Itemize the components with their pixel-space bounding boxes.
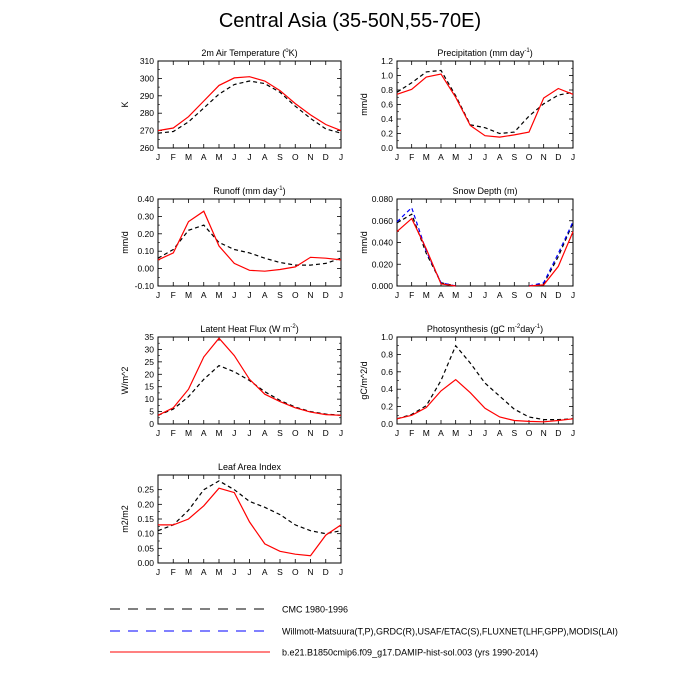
x-tick-label: J [338, 290, 344, 300]
x-tick-label: J [570, 428, 576, 438]
x-tick-label: J [247, 567, 252, 577]
x-tick-label: N [307, 428, 314, 438]
x-tick-label: M [215, 567, 223, 577]
y-tick-label: 20 [144, 369, 154, 380]
y-tick-label: 10 [144, 394, 154, 405]
x-tick-label: J [232, 290, 237, 300]
y-tick-label: 300 [139, 73, 154, 84]
chart-panel-1 [120, 48, 343, 162]
x-tick-label: F [170, 290, 176, 300]
x-tick-label: D [322, 428, 329, 438]
x-tick-label: A [261, 428, 268, 438]
x-tick-label: O [291, 290, 299, 300]
y-tick-label: 1.0 [381, 70, 393, 81]
x-tick-label: S [277, 567, 283, 577]
x-tick-label: D [322, 290, 329, 300]
x-tick-label: N [540, 152, 547, 162]
x-tick-label: F [170, 428, 176, 438]
x-tick-label: D [555, 290, 562, 300]
y-tick-label: 0.05 [137, 543, 154, 554]
x-tick-label: S [277, 428, 283, 438]
y-tick-label: -0.10 [134, 281, 154, 291]
y-tick-label: 0.20 [137, 228, 154, 239]
y-tick-label: 0.10 [137, 246, 154, 257]
x-tick-label: A [261, 567, 268, 577]
x-tick-label: A [496, 152, 503, 162]
x-tick-label: D [555, 152, 562, 162]
x-tick-label: J [570, 152, 576, 162]
x-tick-label: O [291, 567, 299, 577]
series-line-model-1 [397, 380, 573, 422]
y-axis-label: W/m^2 [120, 366, 130, 395]
x-tick-label: M [184, 428, 193, 438]
x-tick-label: O [291, 152, 299, 162]
x-tick-label: O [291, 428, 299, 438]
y-tick-label: 0.000 [371, 281, 393, 291]
x-tick-label: J [394, 290, 400, 300]
x-tick-label: A [261, 290, 268, 300]
y-tick-label: 310 [139, 56, 154, 66]
x-tick-label: J [247, 428, 252, 438]
x-tick-label: J [155, 428, 161, 438]
series-line-obs-1 [158, 481, 341, 534]
y-tick-label: 1.2 [381, 56, 393, 66]
y-tick-label: 0.080 [371, 194, 393, 204]
y-tick-label: 0 [149, 419, 154, 429]
y-tick-label: 5 [149, 406, 154, 417]
x-tick-label: J [232, 152, 237, 162]
series-line-model-2 [529, 232, 573, 286]
y-tick-label: 0.25 [137, 484, 154, 495]
x-tick-label: A [496, 428, 503, 438]
x-tick-label: J [338, 567, 344, 577]
x-tick-label: J [570, 290, 576, 300]
x-tick-label: D [555, 428, 562, 438]
x-tick-label: J [247, 152, 252, 162]
x-tick-label: F [170, 152, 176, 162]
x-tick-label: O [525, 152, 533, 162]
x-tick-label: J [155, 290, 161, 300]
series-line-obs-1 [158, 81, 341, 133]
y-tick-label: 0.0 [381, 143, 393, 153]
x-tick-label: F [409, 428, 415, 438]
x-tick-label: A [438, 152, 444, 162]
x-tick-label: A [261, 152, 268, 162]
x-tick-label: A [200, 152, 207, 162]
y-tick-label: 0.00 [137, 558, 154, 568]
legend-label-1: CMC 1980-1996 [282, 604, 349, 615]
y-tick-label: 0.40 [137, 194, 154, 204]
y-tick-label: 260 [139, 143, 154, 153]
chart-panel-3 [120, 186, 343, 300]
x-tick-label: F [409, 290, 415, 300]
panel-title: Runoff (mm day$^{-1}$) [213, 186, 286, 196]
series-line-obs-1 [158, 366, 341, 416]
panel-title: Precipitation (mm day$^{-1}$) [437, 48, 533, 58]
series-line-model-1 [158, 211, 341, 271]
y-axis-label: m2/m2 [120, 505, 130, 533]
series-line-obs2-1 [397, 208, 456, 286]
chart-panel-7 [120, 462, 343, 577]
y-tick-label: 280 [139, 108, 154, 119]
x-tick-label: N [307, 567, 314, 577]
y-tick-label: 0.8 [381, 349, 393, 360]
series-line-obs-1 [158, 225, 341, 265]
y-tick-label: 15 [144, 381, 154, 392]
y-tick-label: 0.6 [381, 366, 393, 377]
y-tick-label: 0.15 [137, 514, 154, 524]
x-tick-label: M [422, 428, 430, 438]
x-tick-label: A [496, 290, 503, 300]
y-tick-label: 0.060 [371, 215, 393, 226]
x-tick-label: N [540, 428, 547, 438]
y-tick-label: 0.00 [137, 263, 154, 274]
x-tick-label: N [307, 290, 314, 300]
x-tick-label: A [438, 290, 444, 300]
x-tick-label: M [215, 428, 223, 438]
x-tick-label: J [394, 152, 400, 162]
legend-label-2: Willmott-Matsuura(T,P),GRDC(R),USAF/ETAC(S),FLUXNET(LHF,GPP),MODIS(LAI) [282, 626, 618, 637]
y-axis-label: mm/d [359, 93, 369, 116]
x-tick-label: N [540, 290, 547, 300]
y-tick-label: 0.040 [371, 237, 393, 248]
panel-title: Photosynthesis (gC $m^{-2}day^{-1}$) [426, 324, 544, 334]
x-tick-label: M [215, 290, 223, 300]
x-tick-label: S [511, 152, 518, 162]
x-tick-label: J [468, 290, 473, 300]
x-tick-label: A [200, 290, 207, 300]
x-tick-label: D [322, 567, 329, 577]
y-tick-label: 25 [144, 356, 154, 367]
x-tick-label: A [438, 428, 444, 438]
y-tick-label: 35 [144, 332, 154, 342]
x-tick-label: S [511, 290, 518, 300]
x-tick-label: M [184, 152, 193, 162]
y-tick-label: 1.0 [381, 332, 393, 342]
y-tick-label: 0.2 [381, 128, 393, 139]
x-tick-label: J [468, 428, 473, 438]
y-axis-label: mm/d [359, 231, 369, 254]
y-axis-label: mm/d [120, 231, 130, 254]
y-tick-label: 0.4 [381, 114, 393, 124]
panel-title: Latent Heat Flux (W $m^{-2}$) [200, 324, 299, 334]
x-tick-label: J [155, 567, 161, 577]
x-tick-label: J [394, 428, 400, 438]
y-axis-label: gC/m^2/d [359, 361, 369, 400]
y-tick-label: 270 [139, 125, 154, 136]
x-tick-label: S [277, 152, 283, 162]
series-line-model-1 [158, 77, 341, 131]
y-tick-label: 30 [144, 344, 154, 355]
figure-title: Central Asia (35-50N,55-70E) [218, 10, 482, 32]
x-tick-label: J [468, 152, 473, 162]
y-axis-label: K [120, 101, 130, 108]
x-tick-label: N [307, 152, 314, 162]
x-tick-label: M [422, 152, 430, 162]
chart-panel-5 [120, 324, 343, 438]
x-tick-label: J [155, 152, 161, 162]
y-tick-label: 0.20 [137, 499, 154, 510]
y-tick-label: 0.30 [137, 211, 154, 222]
x-tick-label: J [482, 152, 488, 162]
panel-title: Snow Depth (m) [452, 186, 518, 196]
plot-frame [397, 337, 573, 424]
y-tick-label: 0.4 [381, 384, 393, 395]
x-tick-label: J [232, 567, 237, 577]
x-tick-label: D [322, 152, 329, 162]
x-tick-label: J [247, 290, 252, 300]
x-tick-label: S [277, 290, 283, 300]
panel-title: Leaf Area Index [217, 462, 282, 472]
x-tick-label: A [200, 428, 207, 438]
y-tick-label: 290 [139, 90, 154, 101]
x-tick-label: M [452, 290, 460, 300]
plot-frame [397, 61, 573, 148]
chart-panel-6 [359, 324, 575, 438]
x-tick-label: F [409, 152, 415, 162]
y-tick-label: 0.020 [371, 259, 393, 270]
x-tick-label: J [338, 152, 344, 162]
plot-frame [158, 61, 341, 148]
series-line-model-1 [158, 488, 341, 556]
x-tick-label: M [452, 152, 460, 162]
chart-panel-4 [359, 186, 575, 300]
x-tick-label: M [422, 290, 430, 300]
x-tick-label: J [232, 428, 237, 438]
x-tick-label: M [452, 428, 460, 438]
x-tick-label: M [184, 567, 193, 577]
y-tick-label: 0.10 [137, 528, 154, 539]
x-tick-label: M [215, 152, 223, 162]
y-tick-label: 0.2 [381, 401, 393, 412]
x-tick-label: J [482, 428, 488, 438]
x-tick-label: O [525, 428, 533, 438]
x-tick-label: J [482, 290, 488, 300]
y-tick-label: 0.0 [381, 419, 393, 429]
x-tick-label: F [170, 567, 176, 577]
x-tick-label: S [511, 428, 518, 438]
legend-label-3: b.e21.B1850cmip6.f09_g17.DAMIP-hist-sol.003 (yrs 1990-2014) [282, 647, 539, 658]
chart-panel-2 [359, 48, 575, 162]
series-line-model-1 [158, 338, 341, 415]
y-tick-label: 0.6 [381, 99, 393, 110]
x-tick-label: O [525, 290, 533, 300]
y-tick-label: 0.8 [381, 85, 393, 95]
x-tick-label: A [200, 567, 207, 577]
panel-title: 2m Air Temperature ($^o$K) [201, 48, 298, 58]
plot-frame [158, 199, 341, 286]
plot-frame [158, 475, 341, 563]
x-tick-label: J [338, 428, 344, 438]
x-tick-label: M [184, 290, 193, 300]
